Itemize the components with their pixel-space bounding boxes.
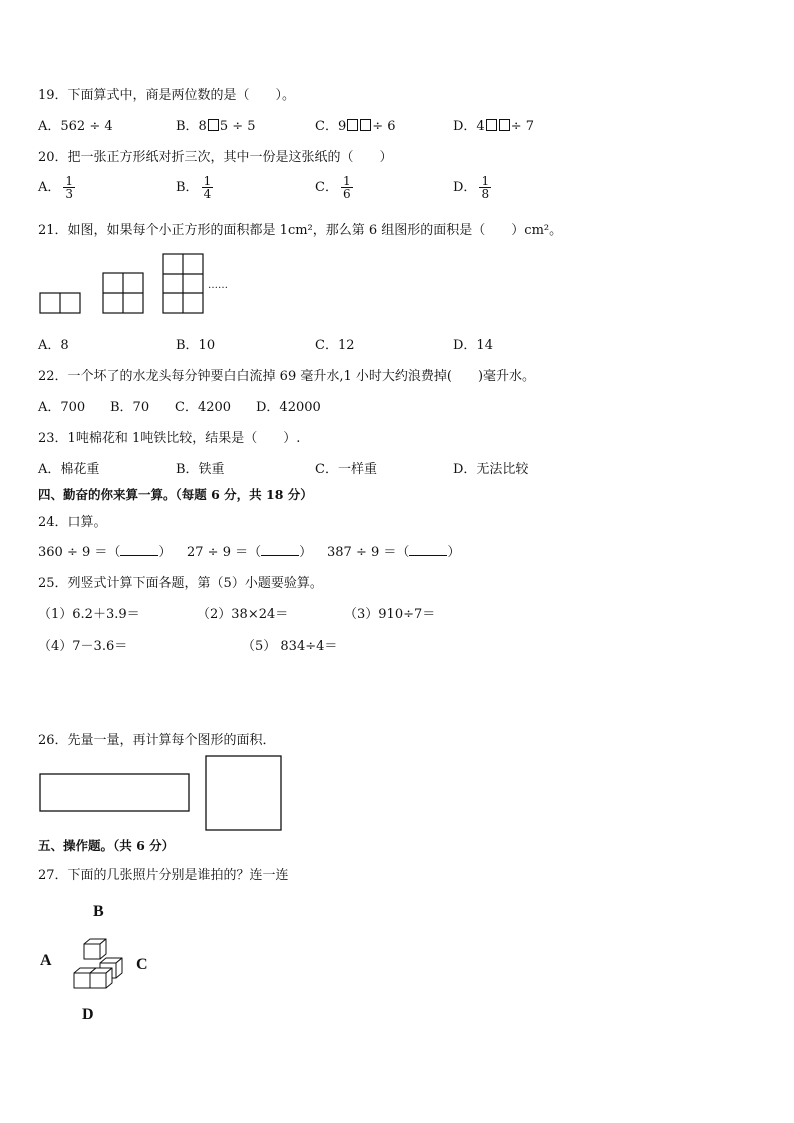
- q26-stem: 26．先量一量，再计算每个图形的面积．: [38, 733, 276, 748]
- calc-expression: 387 ÷ 9 ＝（: [327, 545, 410, 560]
- q23-option-d: D．无法比较: [453, 462, 529, 477]
- blank-box: [499, 119, 510, 131]
- q23-option-c: C．一样重: [315, 462, 377, 477]
- q27-stem: 27．下面的几张照片分别是谁拍的？连一连: [38, 868, 289, 883]
- measure-shapes-figure: [38, 754, 288, 834]
- section-4-heading: 四、勤奋的你来算一算。（每题 6 分，共 18 分）: [38, 487, 313, 502]
- q19-option-d: [453, 115, 534, 134]
- q19-d-suffix: ÷ 7: [510, 119, 534, 134]
- q22-option-b: B．70: [110, 400, 150, 415]
- denominator: 6: [342, 187, 351, 201]
- view-label-a: A: [40, 952, 52, 969]
- q19-option-a: A．562 ÷ 4: [38, 119, 113, 134]
- blank-box: [360, 119, 371, 131]
- cube-stack-figure: [70, 936, 130, 994]
- q21-option-d: D．14: [453, 338, 493, 353]
- q22-stem: 22．一个坏了的水龙头每分钟要白白流掉 69 毫升水,1 小时大约浪费掉( )毫升水。: [38, 369, 536, 384]
- q24-item-1: [38, 541, 171, 560]
- answer-blank[interactable]: [409, 544, 447, 556]
- q20-option-c: [315, 175, 353, 200]
- q20-option-a: [38, 175, 75, 200]
- calc-expression: 27 ÷ 9 ＝（: [187, 545, 262, 560]
- answer-blank[interactable]: [261, 544, 299, 556]
- denominator: 3: [65, 187, 74, 201]
- q25-item-3: （3）910÷7＝: [344, 607, 436, 622]
- q19-c-suffix: ÷ 6: [372, 119, 396, 134]
- fraction: [63, 175, 75, 200]
- fraction: [341, 175, 353, 200]
- blank-box: [347, 119, 358, 131]
- q20-option-b: [176, 175, 213, 200]
- q19-c-prefix: C．9: [315, 119, 347, 134]
- q22-option-c: C．4200: [175, 400, 232, 415]
- fraction: [479, 175, 491, 200]
- calc-expression: 360 ÷ 9 ＝（: [38, 545, 121, 560]
- blank-box: [486, 119, 497, 131]
- view-label-b: B: [93, 903, 104, 920]
- q21-option-a: A．8: [38, 338, 69, 353]
- blank-box: [208, 119, 219, 131]
- q22-option-d: D．42000: [256, 400, 321, 415]
- option-label: C．: [315, 180, 338, 195]
- numerator: 1: [203, 174, 212, 188]
- pattern-ellipsis: ……: [208, 280, 228, 291]
- option-label: A．: [38, 180, 61, 195]
- numerator: 1: [342, 174, 351, 188]
- answer-blank[interactable]: [120, 544, 158, 556]
- view-label-c: C: [136, 956, 148, 973]
- q25-stem: 25．列竖式计算下面各题，第（5）小题要验算。: [38, 576, 323, 591]
- denominator: 8: [481, 187, 490, 201]
- q19-b-prefix: B．8: [176, 119, 207, 134]
- q24-stem: 24．口算。: [38, 515, 107, 530]
- q25-item-2: （2）38×24＝: [197, 607, 289, 622]
- q23-option-a: A．棉花重: [38, 462, 100, 477]
- q24-item-2: [187, 541, 312, 560]
- option-label: D．: [453, 180, 477, 195]
- q19-option-c: [315, 115, 396, 134]
- q23-stem: 23．1吨棉花和 1吨铁比较，结果是（ ）.: [38, 431, 301, 446]
- q21-option-b: B．10: [176, 338, 216, 353]
- fraction: [202, 175, 214, 200]
- q24-item-3: [327, 541, 460, 560]
- q19-option-b: [176, 115, 256, 134]
- q23-option-b: B．铁重: [176, 462, 225, 477]
- q19-b-suffix: 5 ÷ 5: [219, 119, 256, 134]
- option-label: B．: [176, 180, 199, 195]
- section-5-heading: 五、操作题。（共 6 分）: [38, 838, 175, 853]
- q19-stem: 19．下面算式中，商是两位数的是（ ）。: [38, 88, 296, 103]
- numerator: 1: [65, 174, 74, 188]
- q21-stem: 21．如图，如果每个小正方形的面积都是 1cm²，那么第 6 组图形的面积是（ ）cm²。: [38, 223, 563, 238]
- close-paren: ）: [447, 545, 461, 560]
- q21-option-c: C．12: [315, 338, 355, 353]
- numerator: 1: [481, 174, 490, 188]
- q25-item-1: （1）6.2＋3.9＝: [38, 607, 140, 622]
- square-shape: [206, 756, 281, 830]
- close-paren: ）: [299, 545, 313, 560]
- q22-option-a: A．700: [38, 400, 86, 415]
- q20-option-d: [453, 175, 491, 200]
- q19-d-prefix: D．4: [453, 119, 485, 134]
- denominator: 4: [203, 187, 212, 201]
- rectangle-shape: [40, 774, 189, 811]
- q25-item-5: （5） 834÷4＝: [242, 639, 338, 654]
- close-paren: ）: [158, 545, 172, 560]
- view-label-d: D: [82, 1006, 94, 1023]
- q20-stem: 20．把一张正方形纸对折三次，其中一份是这张纸的（ ）: [38, 150, 393, 165]
- q25-item-4: （4）7－3.6＝: [38, 639, 128, 654]
